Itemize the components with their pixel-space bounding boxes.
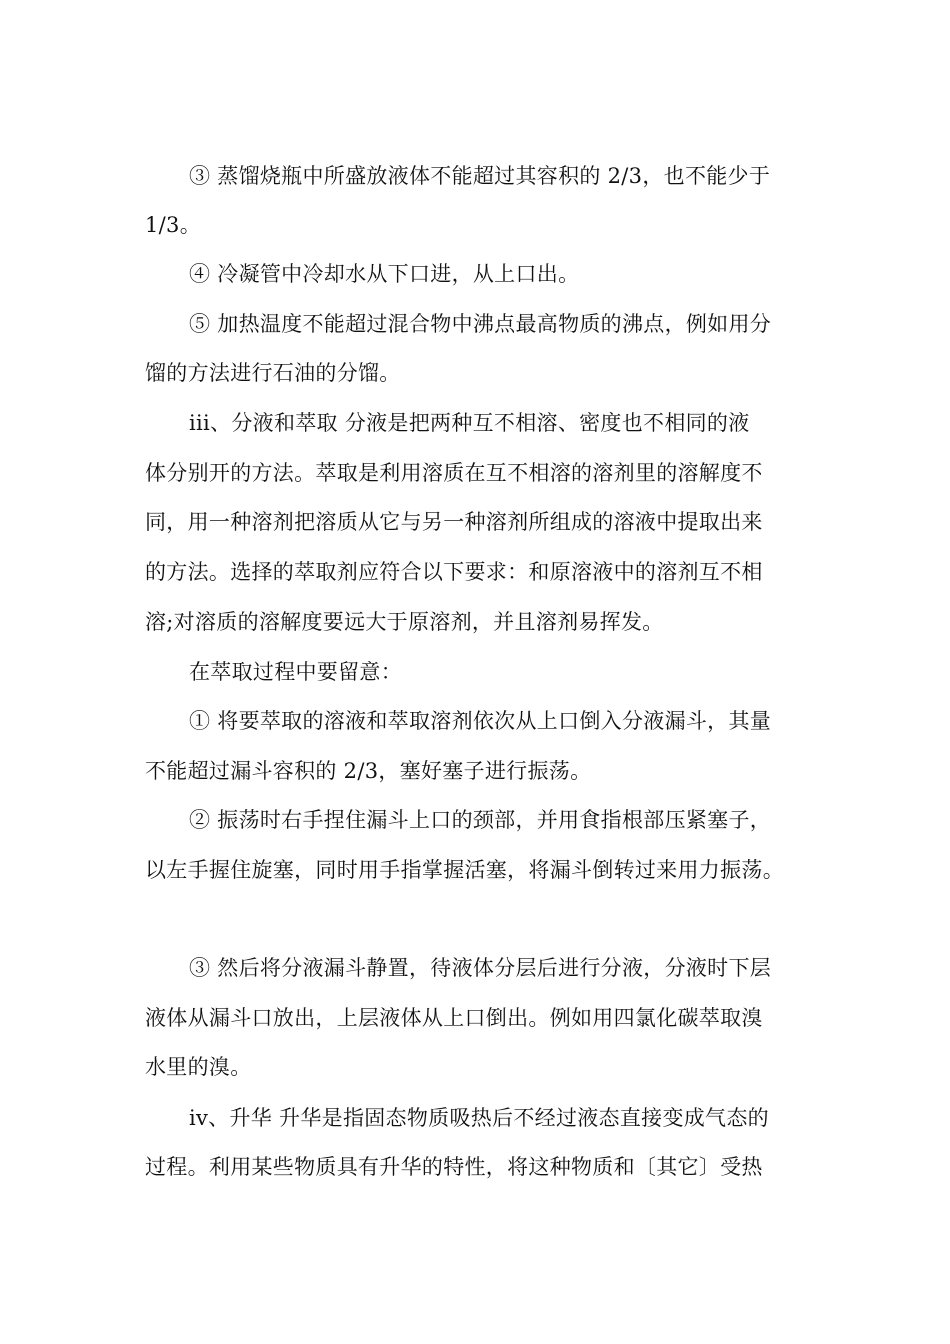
text-line: 溶;对溶质的溶解度要远大于原溶剂，并且溶剂易挥发。 — [145, 610, 664, 634]
text-line: ③ 然后将分液漏斗静置，待液体分层后进行分液，分液时下层 — [189, 956, 772, 980]
text-line: 以左手握住旋塞，同时用手指掌握活塞，将漏斗倒转过来用力振荡。 — [145, 858, 784, 882]
text-line: ① 将要萃取的溶液和萃取溶剂依次从上口倒入分液漏斗，其量 — [189, 709, 772, 733]
text-line: 同，用一种溶剂把溶质从它与另一种溶剂所组成的溶液中提取出来 — [145, 510, 763, 534]
text-line: 1/3。 — [145, 213, 201, 237]
text-line: iv、升华 升华是指固态物质吸热后不经过液态直接变成气态的 — [189, 1106, 769, 1130]
text-line: ④ 冷凝管中冷却水从下口进，从上口出。 — [189, 262, 580, 286]
text-line: 过程。利用某些物质具有升华的特性，将这种物质和〔其它〕受热 — [145, 1155, 763, 1179]
text-line: 水里的溴。 — [145, 1055, 252, 1079]
text-line: ⑤ 加热温度不能超过混合物中沸点最高物质的沸点，例如用分 — [189, 312, 772, 336]
text-line: 馏的方法进行石油的分馏。 — [145, 361, 401, 385]
text-line: 在萃取过程中要留意： — [189, 660, 402, 684]
text-line: ③ 蒸馏烧瓶中所盛放液体不能超过其容积的 2/3，也不能少于 — [189, 164, 771, 188]
text-line: 不能超过漏斗容积的 2/3，塞好塞子进行振荡。 — [145, 759, 592, 783]
text-line: 液体从漏斗口放出，上层液体从上口倒出。例如用四氯化碳萃取溴 — [145, 1006, 763, 1030]
text-line: ② 振荡时右手捏住漏斗上口的颈部，并用食指根部压紧塞子， — [189, 808, 772, 832]
text-line: 的方法。选择的萃取剂应符合以下要求：和原溶液中的溶剂互不相 — [145, 560, 763, 584]
text-line: iii、分液和萃取 分液是把两种互不相溶、密度也不相同的液 — [189, 411, 750, 435]
text-line: 体分别开的方法。萃取是利用溶质在互不相溶的溶剂里的溶解度不 — [145, 461, 763, 485]
